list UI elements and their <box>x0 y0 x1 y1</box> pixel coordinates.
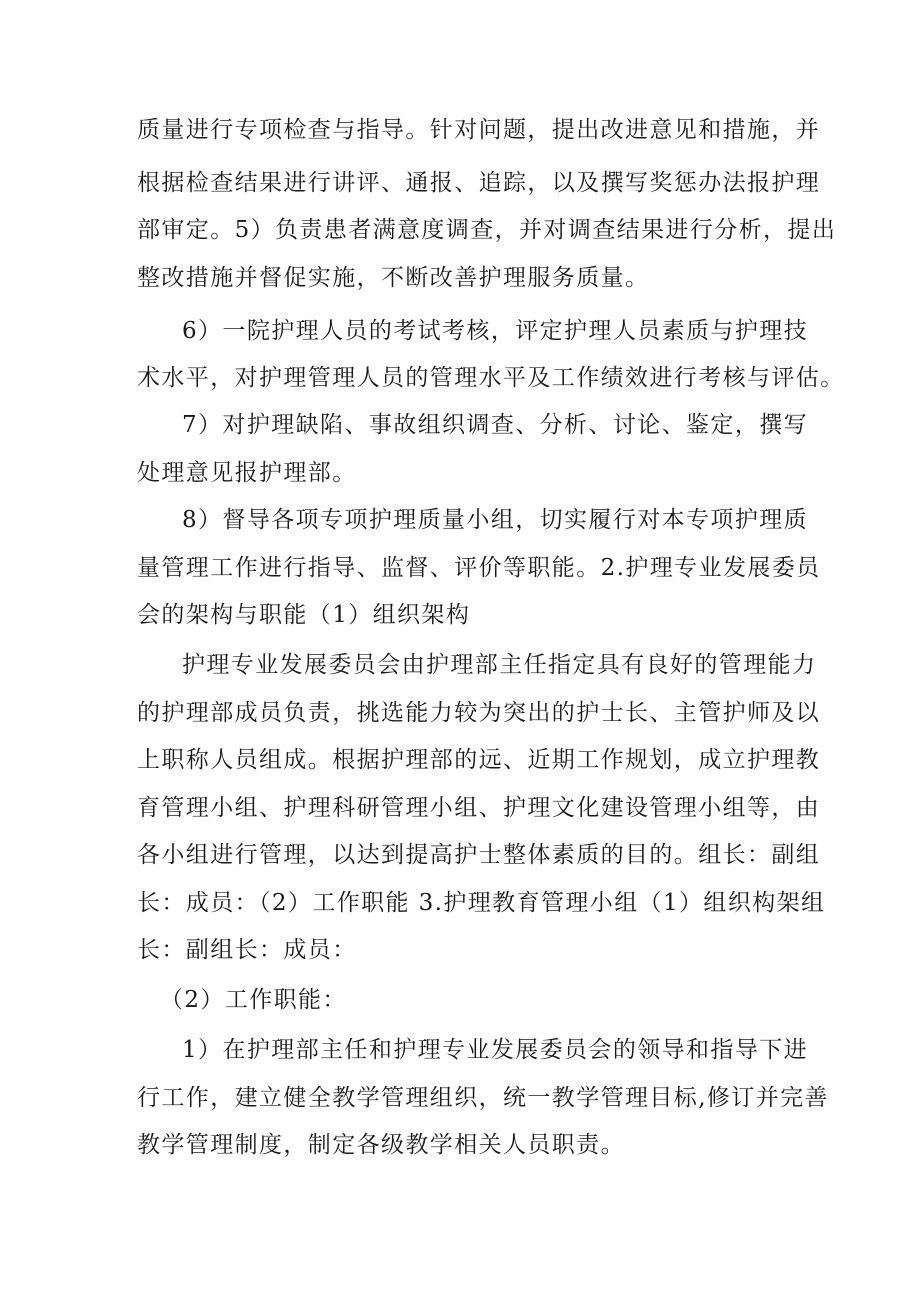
text-line-15: 育管理小组、护理科研管理小组、护理文化建设管理小组等，由 <box>137 795 821 821</box>
text-line-22: 教学管理制度，制定各级教学相关人员职责。 <box>137 1132 625 1158</box>
text-line-10: 量管理工作进行指导、监督、评价等职能。2.护理专业发展委员 <box>137 555 821 581</box>
text-line-13: 的护理部成员负责，挑选能力较为突出的护士长、主管护师及以 <box>137 700 821 726</box>
text-line-12: 护理专业发展委员会由护理部主任指定具有良好的管理能力 <box>182 652 817 678</box>
text-line-17: 长：成员：（2）工作职能 3.护理教育管理小组（1）组织构架组 <box>137 890 826 916</box>
text-line-11: 会的架构与职能（1）组织架构 <box>137 602 471 628</box>
text-line-20: 1）在护理部主任和护理专业发展委员会的领导和指导下进 <box>182 1037 809 1063</box>
text-line-3: 部审定。5）负责患者满意度调查，并对调查结果进行分析，提出 <box>137 217 837 243</box>
text-line-8: 处理意见报护理部。 <box>137 460 357 486</box>
text-line-16: 各小组进行管理，以达到提高护士整体素质的目的。组长：副组 <box>137 842 821 868</box>
text-line-18: 长：副组长：成员： <box>137 937 357 963</box>
text-line-7: 7）对护理缺陷、事故组织调查、分析、讨论、鉴定，撰写 <box>182 412 809 438</box>
text-line-4: 整改措施并督促实施，不断改善护理服务质量。 <box>137 265 650 291</box>
text-line-6: 术水平，对护理管理人员的管理水平及工作绩效进行考核与评估。 <box>137 365 845 391</box>
text-line-14: 上职称人员组成。根据护理部的远、近期工作规划，成立护理教 <box>137 747 821 773</box>
text-line-1: 质量进行专项检查与指导。针对问题，提出改进意见和措施，并 <box>137 117 821 143</box>
text-line-19: （2）工作职能： <box>160 987 347 1013</box>
text-line-2: 根据检查结果进行讲评、通报、追踪，以及撰写奖惩办法报护理 <box>137 170 821 196</box>
text-line-5: 6）一院护理人员的考试考核，评定护理人员素质与护理技 <box>182 318 809 344</box>
text-line-9: 8）督导各项专项护理质量小组，切实履行对本专项护理质 <box>182 507 809 533</box>
text-line-21: 行工作，建立健全教学管理组织，统一教学管理目标,修订并完善 <box>137 1085 829 1111</box>
